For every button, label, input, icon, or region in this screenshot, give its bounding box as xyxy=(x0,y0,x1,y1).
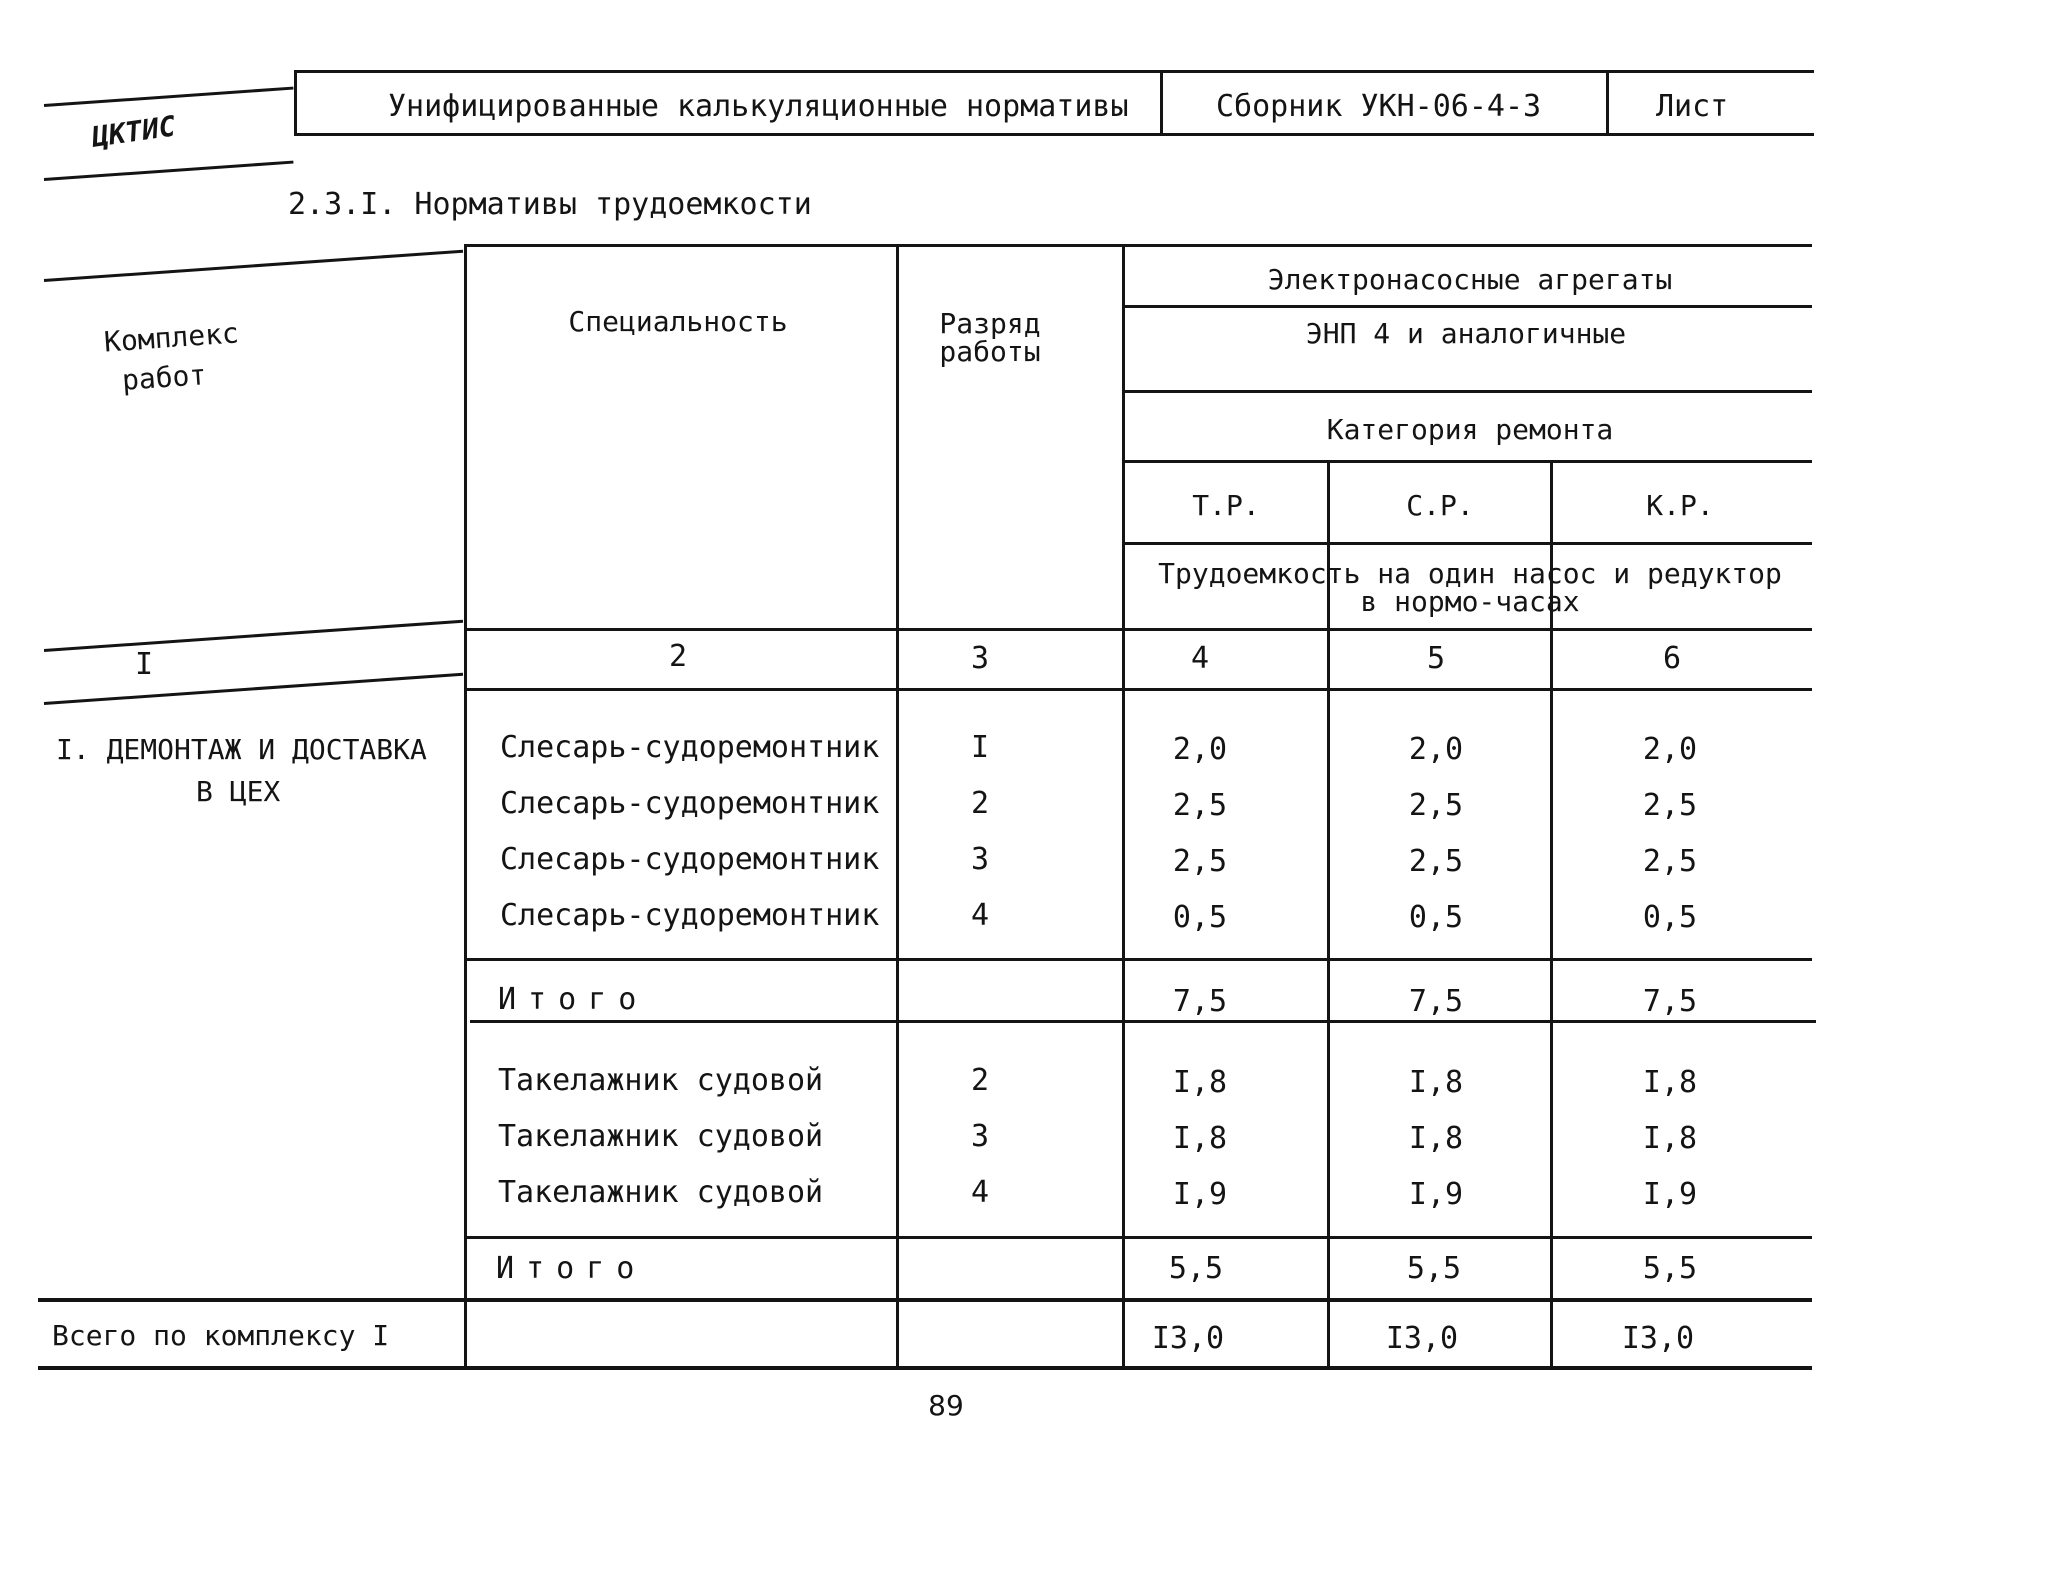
col-number-3: 3 xyxy=(970,641,990,676)
grade-cell: 3 xyxy=(970,842,990,877)
rule-above-grand-total xyxy=(38,1298,1812,1302)
kr-cell: 2,5 xyxy=(1642,788,1698,823)
header-top-rule-left xyxy=(44,87,294,107)
grade-cell: 2 xyxy=(970,1063,990,1098)
rule-below-cat-codes xyxy=(1124,542,1812,545)
sr-cell: 0,5 xyxy=(1408,900,1464,935)
col1-header-line2: работ xyxy=(120,358,208,397)
kr-cell: 0,5 xyxy=(1642,900,1698,935)
sr-cell: 2,0 xyxy=(1408,732,1464,767)
rule-below-total1 xyxy=(470,1020,1816,1023)
specialty-cell: Слесарь-судоремонтник xyxy=(500,842,880,877)
specialty-cell: Такелажник судовой xyxy=(498,1119,824,1154)
rule-below-subgroup xyxy=(1124,390,1812,393)
grade-cell: I xyxy=(970,730,990,765)
category-header: Категория ремонта xyxy=(1326,413,1614,446)
complex-name-line1: I. ДЕМОНТАЖ И ДОСТАВКА xyxy=(56,733,427,766)
col-divider-5b xyxy=(1550,630,1553,1368)
subtotal-label: Итого xyxy=(498,982,649,1017)
col-divider-4b xyxy=(1327,630,1330,1368)
sr-cell: I,9 xyxy=(1408,1177,1464,1212)
grand-total-tr: I3,0 xyxy=(1151,1321,1225,1356)
tr-cell: 2,5 xyxy=(1172,844,1228,879)
subtotal-tr: 5,5 xyxy=(1168,1251,1224,1286)
header-divider-2 xyxy=(1160,72,1163,136)
unit-header-line2: в нормо-часах xyxy=(1360,585,1580,618)
kr-cell: 2,5 xyxy=(1642,844,1698,879)
rule-total1-underline xyxy=(470,1020,500,1023)
col-number-5: 5 xyxy=(1426,641,1446,676)
tr-cell: 2,5 xyxy=(1172,788,1228,823)
col1-header-line1: Комплекс xyxy=(102,316,240,359)
subtotal-kr: 5,5 xyxy=(1642,1251,1698,1286)
specialty-cell: Такелажник судовой xyxy=(498,1175,824,1210)
header-top-rule xyxy=(294,70,1814,73)
col-divider-2 xyxy=(896,246,899,1368)
table-top-rule-left xyxy=(44,250,463,282)
tr-cell: I,8 xyxy=(1172,1065,1228,1100)
subtotal-tr: 7,5 xyxy=(1172,984,1228,1019)
sr-cell: 2,5 xyxy=(1408,788,1464,823)
specialty-cell: Такелажник судовой xyxy=(498,1063,824,1098)
sr-cell: 2,5 xyxy=(1408,844,1464,879)
header-bottom-rule xyxy=(294,133,1814,136)
specialty-cell: Слесарь-судоремонтник xyxy=(500,898,880,933)
sr-cell: I,8 xyxy=(1408,1065,1464,1100)
cat-sr-header: С.Р. xyxy=(1406,489,1474,522)
kr-cell: I,9 xyxy=(1642,1177,1698,1212)
col3-header-line2: работы xyxy=(939,335,1041,368)
grade-cell: 4 xyxy=(970,1175,990,1210)
tr-cell: I,9 xyxy=(1172,1177,1228,1212)
rule-table-bottom xyxy=(38,1366,1812,1370)
header-divider-1 xyxy=(294,72,297,136)
group-header: Электронасосные агрегаты xyxy=(1267,263,1673,296)
kr-cell: I,8 xyxy=(1642,1121,1698,1156)
page-number: 89 xyxy=(928,1389,964,1422)
rule-above-total2 xyxy=(466,1236,1812,1239)
grand-total-kr: I3,0 xyxy=(1621,1321,1695,1356)
subtotal-sr: 7,5 xyxy=(1408,984,1464,1019)
grade-cell: 3 xyxy=(970,1119,990,1154)
rule-col-numbers-left xyxy=(44,673,463,705)
col-divider-3 xyxy=(1122,246,1125,1368)
grand-total-sr: I3,0 xyxy=(1385,1321,1459,1356)
subtotal-sr: 5,5 xyxy=(1406,1251,1462,1286)
table-top-rule xyxy=(464,244,1812,247)
subtotal-label: Итого xyxy=(496,1251,647,1286)
col2-header: Специальность xyxy=(568,305,788,338)
tr-cell: 0,5 xyxy=(1172,900,1228,935)
cat-kr-header: К.Р. xyxy=(1646,489,1714,522)
rule-header-bottom xyxy=(464,628,1812,631)
kr-cell: I,8 xyxy=(1642,1065,1698,1100)
rule-col-numbers xyxy=(464,688,1812,691)
header-bottom-rule-left xyxy=(44,161,294,181)
subgroup-header: ЭНП 4 и аналогичные xyxy=(1305,317,1627,350)
header-title: Унифицированные калькуляционные нормативы xyxy=(388,89,1129,124)
sr-cell: I,8 xyxy=(1408,1121,1464,1156)
organization-logo: ЦКТИС xyxy=(89,109,178,154)
specialty-cell: Слесарь-судоремонтник xyxy=(500,730,880,765)
section-title: 2.3.I. Нормативы трудоемкости xyxy=(288,187,812,222)
col-number-4: 4 xyxy=(1190,641,1210,676)
kr-cell: 2,0 xyxy=(1642,732,1698,767)
col-divider-4 xyxy=(1327,460,1330,630)
subtotal-kr: 7,5 xyxy=(1642,984,1698,1019)
rule-above-total1 xyxy=(466,958,1812,961)
rule-below-category xyxy=(1124,460,1812,463)
rule-below-group xyxy=(1124,305,1812,308)
specialty-cell: Слесарь-судоремонтник xyxy=(500,786,880,821)
tr-cell: 2,0 xyxy=(1172,732,1228,767)
header-collection: Сборник УКН-06-4-3 xyxy=(1216,89,1542,124)
rule-header-bottom-left xyxy=(44,620,463,652)
tr-cell: I,8 xyxy=(1172,1121,1228,1156)
col-number-1: I xyxy=(134,647,154,682)
col-divider-1 xyxy=(464,246,467,1368)
grand-total-label: Всего по комплексу I xyxy=(52,1319,390,1352)
grade-cell: 4 xyxy=(970,898,990,933)
grade-cell: 2 xyxy=(970,786,990,821)
col-number-2: 2 xyxy=(668,639,688,674)
header-sheet-label: Лист xyxy=(1656,89,1729,124)
complex-name-line2: В ЦЕХ xyxy=(196,775,281,808)
cat-tr-header: Т.Р. xyxy=(1192,489,1260,522)
unit-header-line1: Трудоемкость на один насос и редуктор xyxy=(1158,557,1782,590)
col3-header-line1: Разряд xyxy=(939,307,1041,340)
header-divider-3 xyxy=(1606,72,1609,136)
col-number-6: 6 xyxy=(1662,641,1682,676)
